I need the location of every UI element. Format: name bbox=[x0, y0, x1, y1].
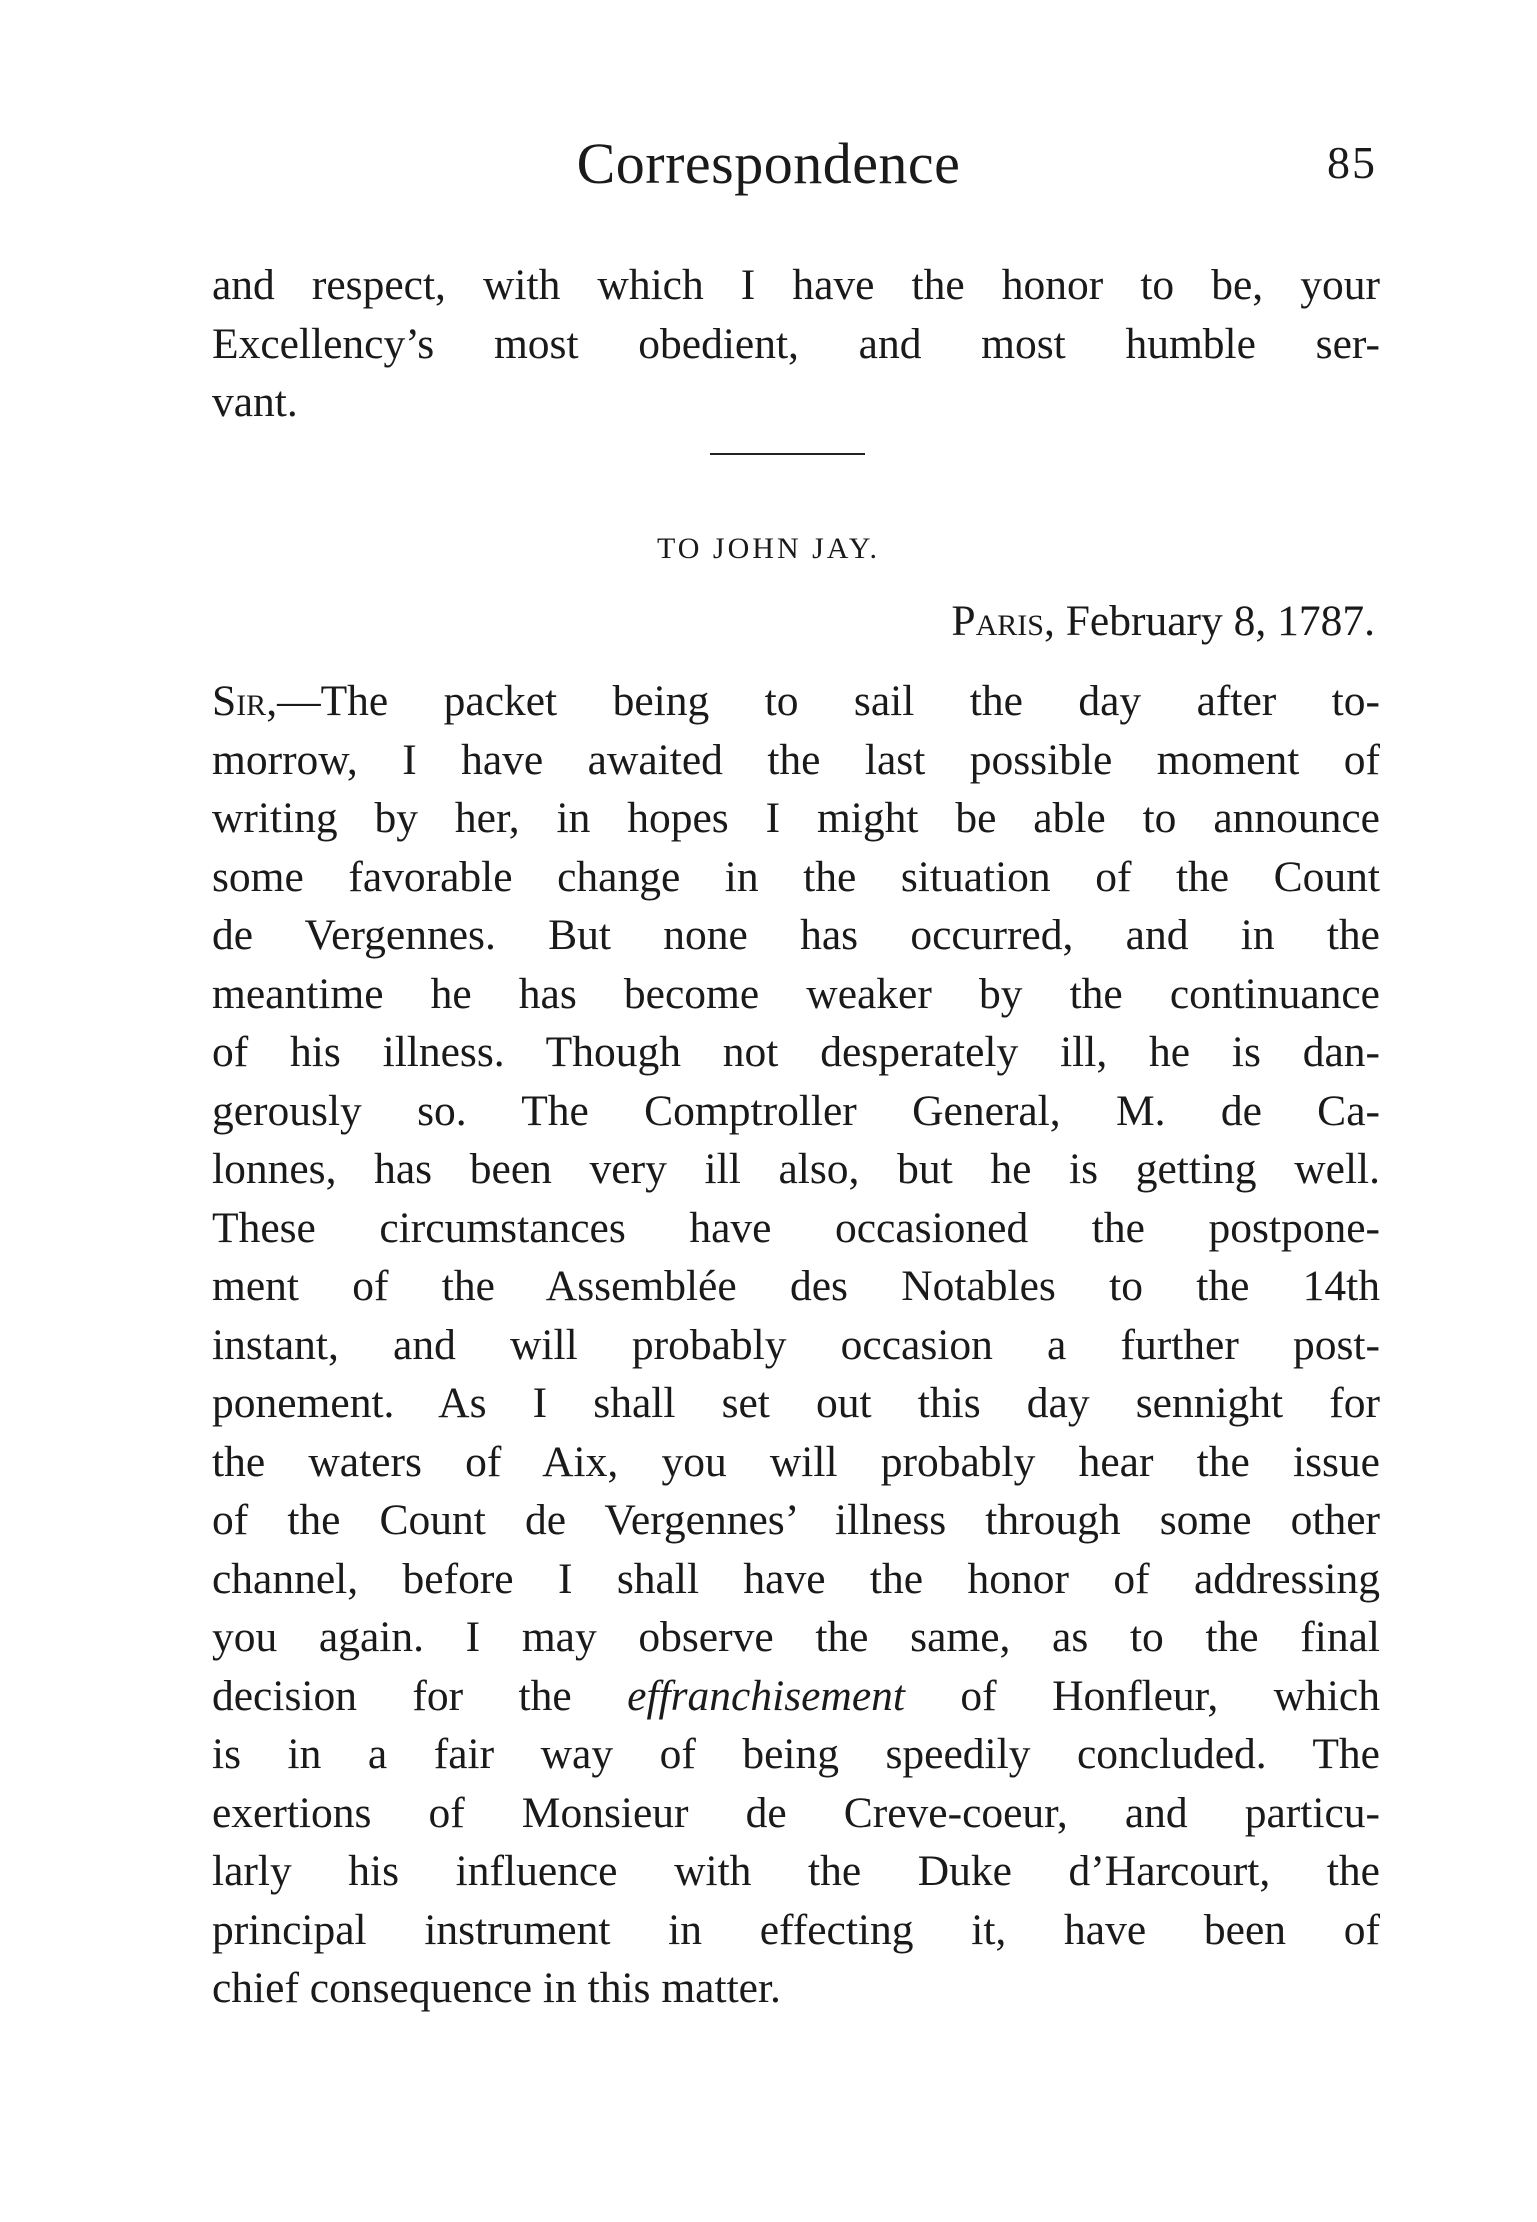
dateline-date: , February 8, 1787. bbox=[1043, 597, 1375, 645]
salutation: Sir bbox=[212, 677, 267, 725]
text-line: gerously so. The Comptroller General, M. de Ca- bbox=[212, 1086, 1380, 1135]
text-line: instant, and will probably occasion a further post- bbox=[212, 1320, 1380, 1369]
text-line: you again. I may observe the same, as to the final bbox=[212, 1613, 1380, 1661]
text-line: vant. bbox=[212, 378, 298, 426]
text-line: morrow, I have awaited the last possible moment of bbox=[212, 735, 1380, 784]
text-line: of his illness. Though not desperately ill, he is dan- bbox=[212, 1028, 1380, 1076]
italic-line-before: decision for the bbox=[212, 1671, 628, 1720]
running-head bbox=[0, 130, 1537, 210]
section-divider bbox=[710, 453, 865, 455]
text-line: ponement. As I shall set out this day sennight for bbox=[212, 1379, 1380, 1427]
text-line bbox=[212, 672, 1380, 731]
dateline bbox=[951, 596, 1375, 646]
text-line: of the Count de Vergennes’ illness through some other bbox=[212, 1496, 1380, 1544]
closing-paragraph bbox=[212, 256, 1380, 432]
text-line: chief consequence in this matter. bbox=[212, 1964, 781, 2012]
text-line: writing by her, in hopes I might be able to announce bbox=[212, 794, 1380, 842]
text-line: channel, before I shall have the honor of addressing bbox=[212, 1554, 1380, 1603]
text-line: larly his influence with the Duke d’Harcourt, the bbox=[212, 1847, 1380, 1895]
text-line: and respect, with which I have the honor to be, your bbox=[212, 261, 1380, 309]
text-line: meantime he has become weaker by the continuance bbox=[212, 969, 1380, 1018]
italic-line-after: of Honfleur, which bbox=[904, 1671, 1380, 1720]
text-line: exertions of Monsieur de Creve-coeur, and particu- bbox=[212, 1788, 1380, 1837]
text-line: is in a fair way of being speedily concluded. The bbox=[212, 1730, 1380, 1778]
letter-heading: TO JOHN JAY. bbox=[656, 532, 880, 565]
first-line-text: ,—The packet being to sail the day after to- bbox=[266, 677, 1380, 725]
text-line: These circumstances have occasioned the postpone- bbox=[212, 1203, 1380, 1252]
dateline-place: Paris bbox=[951, 597, 1044, 645]
running-title: Correspondence bbox=[576, 131, 961, 196]
text-line: de Vergennes. But none has occurred, and in the bbox=[212, 911, 1380, 959]
letter-body bbox=[212, 672, 1380, 2018]
italic-term: effranchisement bbox=[627, 1671, 905, 1720]
text-line: lonnes, has been very ill also, but he is getting well. bbox=[212, 1145, 1380, 1193]
text-line bbox=[212, 1667, 1380, 1726]
text-line: the waters of Aix, you will probably hear the issue bbox=[212, 1437, 1380, 1486]
text-line: principal instrument in effecting it, have been of bbox=[212, 1905, 1380, 1954]
text-line: Excellency’s most obedient, and most humble ser- bbox=[212, 319, 1380, 368]
page-number: 85 bbox=[1327, 137, 1377, 188]
text-line: ment of the Assemblée des Notables to the 14th bbox=[212, 1262, 1380, 1310]
text-line: some favorable change in the situation of the Count bbox=[212, 852, 1380, 901]
